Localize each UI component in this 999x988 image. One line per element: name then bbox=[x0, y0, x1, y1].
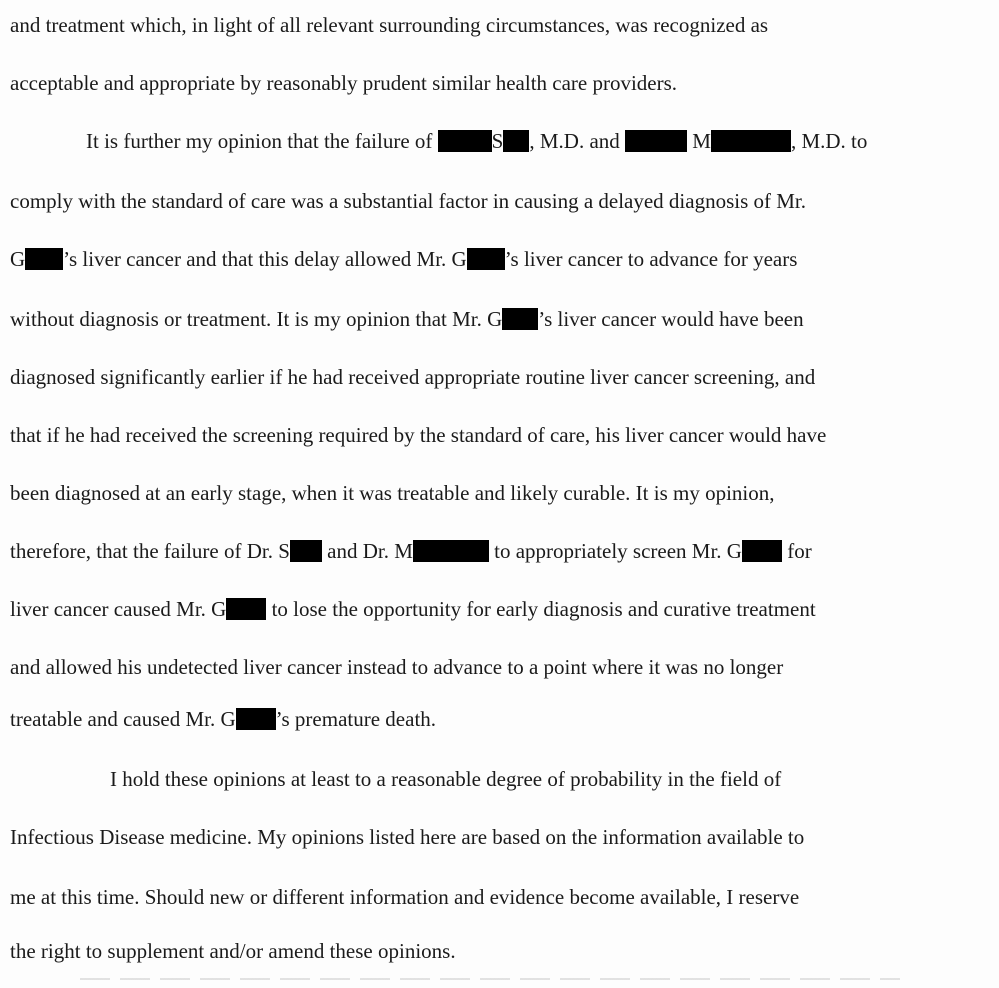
text-span: and Dr. M bbox=[327, 539, 413, 563]
text-span: without diagnosis or treatment. It is my opinion that Mr. G bbox=[10, 307, 503, 331]
paragraph-start-line bbox=[86, 128, 867, 154]
text-span: me at this time. Should new or different information and evidence become available, I reserve bbox=[10, 885, 800, 909]
text-span: It is further my opinion that the failure of bbox=[86, 129, 433, 153]
text-span: treatable and caused Mr. G bbox=[10, 707, 236, 731]
text-span: been diagnosed at an early stage, when it was treatable and likely curable. It is my opinion, bbox=[10, 481, 775, 505]
scan-artifact-line bbox=[80, 978, 900, 980]
redaction-bar bbox=[625, 130, 687, 152]
paragraph-start-line bbox=[110, 766, 781, 792]
text-line bbox=[10, 538, 812, 564]
text-span: M bbox=[692, 129, 711, 153]
text-line bbox=[10, 596, 816, 622]
text-span: for bbox=[787, 539, 812, 563]
text-span: and treatment which, in light of all relevant surrounding circumstances, was recognized as bbox=[10, 13, 769, 37]
redaction-bar bbox=[467, 248, 505, 270]
text-span: that if he had received the screening required by the standard of care, his liver cancer would have bbox=[10, 423, 827, 447]
text-span: the right to supplement and/or amend these opinions. bbox=[10, 939, 456, 963]
text-line bbox=[10, 364, 815, 390]
text-line bbox=[10, 188, 806, 214]
text-line bbox=[10, 306, 804, 332]
redaction-bar bbox=[290, 540, 322, 562]
text-line bbox=[10, 422, 826, 448]
text-span: Infectious Disease medicine. My opinions listed here are based on the information available to bbox=[10, 825, 805, 849]
text-span: ’s premature death. bbox=[275, 707, 437, 731]
text-span: ’s liver cancer would have been bbox=[538, 307, 804, 331]
text-span: ’s liver cancer to advance for years bbox=[504, 247, 798, 271]
text-span: , M.D. and bbox=[529, 129, 620, 153]
redaction-bar bbox=[711, 130, 791, 152]
redaction-bar bbox=[236, 708, 276, 730]
text-span: I hold these opinions at least to a reasonable degree of probability in the field of bbox=[110, 767, 782, 791]
text-span: therefore, that the failure of Dr. S bbox=[10, 539, 290, 563]
text-span: and allowed his undetected liver cancer instead to advance to a point where it was no longer bbox=[10, 655, 784, 679]
redaction-bar bbox=[742, 540, 782, 562]
redaction-bar bbox=[25, 248, 63, 270]
text-span: G bbox=[10, 247, 26, 271]
text-line bbox=[10, 654, 783, 680]
redaction-bar bbox=[502, 308, 538, 330]
text-span: acceptable and appropriate by reasonably prudent similar health care providers. bbox=[10, 71, 678, 95]
text-span: S bbox=[491, 129, 504, 153]
text-span: diagnosed significantly earlier if he had received appropriate routine liver cancer screening, and bbox=[10, 365, 816, 389]
text-line bbox=[10, 246, 797, 272]
text-line bbox=[10, 480, 775, 506]
text-line bbox=[10, 12, 768, 38]
text-span: , M.D. to bbox=[790, 129, 868, 153]
text-span: comply with the standard of care was a substantial factor in causing a delayed diagnosis of Mr. bbox=[10, 189, 807, 213]
text-span: to lose the opportunity for early diagnosis and curative treatment bbox=[271, 597, 816, 621]
redaction-bar bbox=[438, 130, 492, 152]
text-span: to appropriately screen Mr. G bbox=[494, 539, 742, 563]
text-line bbox=[10, 70, 677, 96]
text-line bbox=[10, 938, 456, 964]
redaction-bar bbox=[413, 540, 489, 562]
redaction-bar bbox=[503, 130, 529, 152]
redaction-bar bbox=[226, 598, 266, 620]
text-span: liver cancer caused Mr. G bbox=[10, 597, 227, 621]
text-line bbox=[10, 824, 804, 850]
text-line bbox=[10, 706, 436, 732]
text-span: ’s liver cancer and that this delay allowed Mr. G bbox=[63, 247, 467, 271]
text-line bbox=[10, 884, 799, 910]
